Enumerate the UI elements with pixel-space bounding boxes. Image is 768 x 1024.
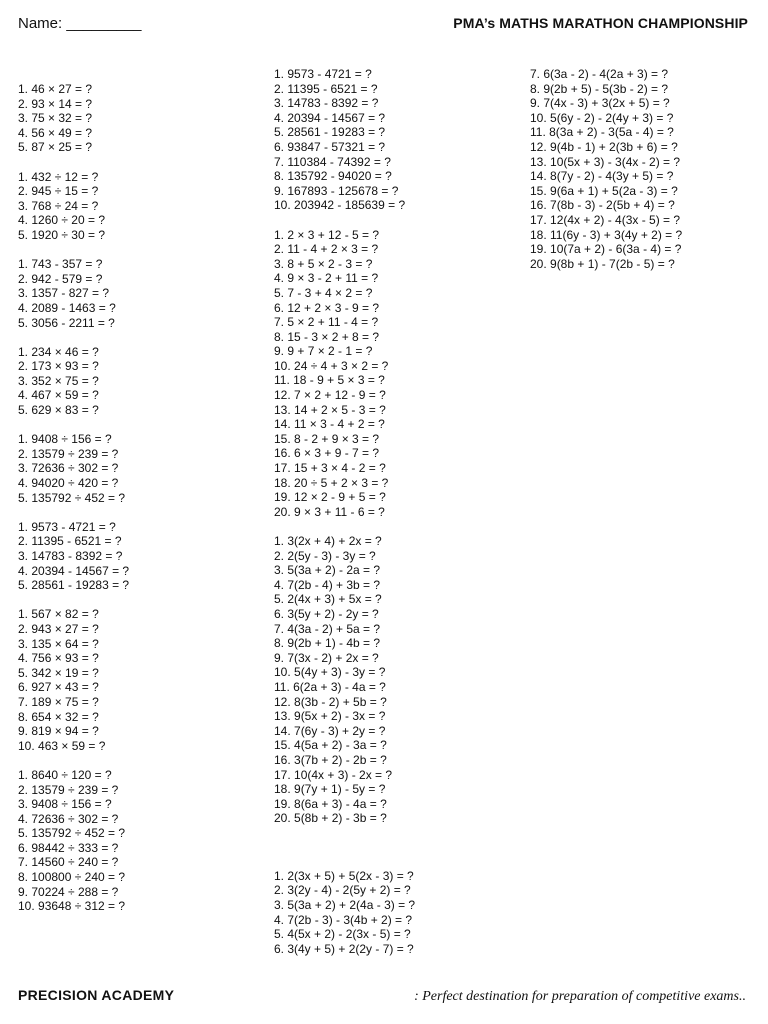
question-item: 6. 927 × 43 = ? (18, 680, 99, 695)
academy-tagline: : Perfect destination for preparation of competitive exams.. (414, 989, 746, 1004)
question-item: 5. 2(4x + 3) + 5x = ? (274, 592, 382, 607)
question-item: 2. 943 × 27 = ? (18, 621, 99, 636)
question-item: 1. 3(2x + 4) + 2x = ? (274, 534, 382, 548)
question-item: 10. 463 × 59 = ? (18, 738, 106, 753)
question-item: 3. 5(3a + 2) - 2a = ? (274, 563, 381, 578)
question-item: 7. 189 × 75 = ? (18, 694, 99, 709)
question-item: 1. 2(3x + 5) + 5(2x - 3) = ? (274, 868, 414, 883)
question-item: 18. 9(7y + 1) - 5y = ? (274, 782, 386, 797)
question-item: 5. 3056 - 2211 = ? (18, 315, 115, 330)
question-item: 5. 28561 - 19283 = ? (274, 125, 386, 140)
question-item: 16. 6 × 3 + 9 - 7 = ? (274, 446, 380, 461)
question-item: 7. 14560 ÷ 240 = ? (18, 855, 119, 870)
question-item: 19. 12 × 2 - 9 + 5 = ? (274, 490, 386, 505)
question-item: 1. 234 × 46 = ? (18, 344, 99, 359)
question-item: 10. 203942 - 185639 = ? (274, 198, 406, 213)
question-item: 9. 9 + 7 × 2 - 1 = ? (274, 344, 373, 359)
question-item: 2. 11395 - 6521 = ? (274, 81, 378, 96)
question-item: 2. 173 × 93 = ? (18, 359, 99, 374)
question-item: 14. 7(6y - 3) + 2y = ? (274, 723, 386, 738)
question-item: 1. 9408 ÷ 156 = ? (18, 432, 112, 447)
question-item: 2. 945 ÷ 15 = ? (18, 184, 99, 199)
question-item: 7. 5 × 2 + 11 - 4 = ? (274, 315, 379, 330)
question-item: 5. 135792 ÷ 452 = ? (18, 490, 126, 505)
question-item: 20. 9(8b + 1) - 7(2b - 5) = ? (530, 256, 675, 271)
question-item: 4. 9 × 3 - 2 + 11 = ? (274, 271, 379, 286)
question-item: 8. 9(2b + 5) - 5(3b - 2) = ? (530, 81, 669, 96)
question-item: 17. 12(4x + 2) - 4(3x - 5) = ? (530, 212, 681, 227)
page-title: PMA’s MATHS MARATHON CHAMPIONSHIP (453, 15, 748, 31)
question-item: 16. 7(8b - 3) - 2(5b + 4) = ? (530, 198, 675, 213)
question-item: 11. 6(2a + 3) - 4a = ? (274, 679, 386, 694)
question-group (274, 534, 524, 826)
question-item: 4. 20394 - 14567 = ? (274, 110, 386, 125)
question-item: 8. 15 - 3 × 2 + 8 = ? (274, 329, 380, 344)
question-item: 14. 11 × 3 - 4 + 2 = ? (274, 417, 385, 432)
question-item: 13. 9(5x + 2) - 3x = ? (274, 709, 386, 724)
question-item: 18. 11(6y - 3) + 3(4y + 2) = ? (530, 227, 683, 242)
question-item: 5. 4(5x + 2) - 2(3x - 5) = ? (274, 927, 411, 942)
question-group (18, 82, 268, 155)
question-group (18, 345, 268, 418)
question-column-2 (274, 67, 524, 971)
question-item: 2. 11 - 4 + 2 × 3 = ? (274, 242, 379, 257)
question-item: 7. 110384 - 74392 = ? (274, 154, 391, 169)
question-item: 2. 942 - 579 = ? (18, 271, 103, 286)
question-item: 11. 8(3a + 2) - 3(5a - 4) = ? (530, 125, 674, 140)
question-item: 9. 167893 - 125678 = ? (274, 183, 399, 198)
question-item: 15. 8 - 2 + 9 × 3 = ? (274, 431, 380, 446)
question-item: 3. 768 ÷ 24 = ? (18, 198, 99, 213)
academy-name: PRECISION ACADEMY (18, 987, 175, 1003)
question-item: 1. 2 × 3 + 12 - 5 = ? (274, 227, 380, 242)
question-item: 12. 8(3b - 2) + 5b = ? (274, 694, 387, 709)
question-item: 10. 93648 ÷ 312 = ? (18, 899, 126, 914)
question-item: 9. 7(4x - 3) + 3(2x + 5) = ? (530, 96, 670, 111)
question-item: 8. 9(2b + 1) - 4b = ? (274, 636, 381, 651)
question-item: 3. 8 + 5 × 2 - 3 = ? (274, 256, 373, 271)
question-item: 3. 75 × 32 = ? (18, 111, 93, 126)
question-item: 5. 87 × 25 = ? (18, 140, 93, 155)
question-column-3 (530, 67, 765, 286)
question-item: 2. 3(2y - 4) - 2(5y + 2) = ? (274, 883, 411, 898)
question-item: 1. 432 ÷ 12 = ? (18, 169, 99, 184)
question-item: 1. 8640 ÷ 120 = ? (18, 767, 112, 782)
question-item: 15. 9(6a + 1) + 5(2a - 3) = ? (530, 183, 678, 198)
question-item: 10. 5(4y + 3) - 3y = ? (274, 665, 386, 680)
question-item: 6. 3(5y + 2) - 2y = ? (274, 606, 379, 621)
question-item: 5. 28561 - 19283 = ? (18, 578, 130, 593)
question-item: 13. 10(5x + 3) - 3(4x - 2) = ? (530, 154, 681, 169)
question-item: 17. 10(4x + 3) - 2x = ? (274, 767, 393, 782)
question-item: 1. 567 × 82 = ? (18, 607, 99, 622)
question-item: 6. 3(4y + 5) + 2(2y - 7) = ? (274, 941, 414, 956)
question-item: 13. 14 + 2 × 5 - 3 = ? (274, 402, 386, 417)
question-item: 4. 1260 ÷ 20 = ? (18, 213, 105, 228)
question-item: 2. 93 × 14 = ? (18, 96, 93, 111)
question-item: 3. 1357 - 827 = ? (18, 286, 110, 301)
question-item: 5. 1920 ÷ 30 = ? (18, 227, 105, 242)
question-item: 4. 56 × 49 = ? (18, 125, 93, 140)
question-item: 4. 2089 - 1463 = ? (18, 300, 116, 315)
question-item: 8. 654 × 32 = ? (18, 709, 99, 724)
question-item: 7. 4(3a - 2) + 5a = ? (274, 621, 381, 636)
question-item: 12. 7 × 2 + 12 - 9 = ? (274, 388, 386, 403)
question-item: 2. 13579 ÷ 239 = ? (18, 782, 119, 797)
question-item: 5. 342 × 19 = ? (18, 665, 99, 680)
question-item: 7. 6(3a - 2) - 4(2a + 3) = ? (530, 67, 669, 81)
question-item: 9. 7(3x - 2) + 2x = ? (274, 650, 379, 665)
question-item: 12. 9(4b - 1) + 2(3b + 6) = ? (530, 139, 678, 154)
question-item: 19. 8(6a + 3) - 4a = ? (274, 796, 387, 811)
question-item: 10. 24 ÷ 4 + 3 × 2 = ? (274, 358, 389, 373)
question-item: 3. 14783 - 8392 = ? (18, 549, 123, 563)
question-item: 9. 70224 ÷ 288 = ? (18, 884, 119, 899)
question-item: 4. 72636 ÷ 302 = ? (18, 811, 119, 826)
question-item: 20. 5(8b + 2) - 3b = ? (274, 811, 387, 826)
question-item: 4. 7(2b - 3) - 3(4b + 2) = ? (274, 912, 413, 927)
question-item: 18. 20 ÷ 5 + 2 × 3 = ? (274, 475, 389, 490)
question-group (18, 432, 268, 505)
question-item: 8. 100800 ÷ 240 = ? (18, 870, 126, 885)
question-item: 4. 756 × 93 = ? (18, 651, 99, 666)
question-group (274, 869, 524, 957)
question-item: 6. 93847 - 57321 = ? (274, 139, 386, 154)
question-item: 14. 8(7y - 2) - 4(3y + 5) = ? (530, 169, 674, 184)
question-group (18, 768, 268, 914)
question-item: 4. 7(2b - 4) + 3b = ? (274, 577, 381, 592)
question-item: 3. 352 × 75 = ? (18, 373, 99, 388)
page-footer (18, 987, 746, 1007)
question-item: 1. 46 × 27 = ? (18, 82, 93, 96)
question-column-1 (18, 82, 268, 928)
question-item: 4. 94020 ÷ 420 = ? (18, 476, 119, 491)
question-item: 17. 15 + 3 × 4 - 2 = ? (274, 461, 386, 476)
question-item: 1. 9573 - 4721 = ? (274, 67, 372, 81)
name-field-label: Name: _________ (18, 15, 142, 32)
question-item: 20. 9 × 3 + 11 - 6 = ? (274, 504, 385, 519)
question-item: 1. 9573 - 4721 = ? (18, 519, 116, 534)
question-item: 4. 20394 - 14567 = ? (18, 563, 130, 578)
question-item: 16. 3(7b + 2) - 2b = ? (274, 752, 387, 767)
question-group (530, 67, 765, 271)
question-item: 1. 743 - 357 = ? (18, 257, 103, 272)
question-group (18, 520, 268, 593)
question-item: 2. 11395 - 6521 = ? (18, 534, 122, 549)
question-item: 3. 5(3a + 2) + 2(4a - 3) = ? (274, 898, 416, 913)
question-group (18, 257, 268, 330)
question-item: 2. 13579 ÷ 239 = ? (18, 446, 119, 461)
question-item: 2. 2(5y - 3) - 3y = ? (274, 548, 376, 563)
question-item: 10. 5(6y - 2) - 2(4y + 3) = ? (530, 110, 674, 125)
question-group (18, 607, 268, 753)
question-item: 15. 4(5a + 2) - 3a = ? (274, 738, 387, 753)
question-item: 6. 98442 ÷ 333 = ? (18, 840, 119, 855)
question-group (274, 228, 524, 520)
question-item: 5. 135792 ÷ 452 = ? (18, 826, 126, 841)
question-item: 3. 135 × 64 = ? (18, 636, 99, 651)
question-item: 11. 18 - 9 + 5 × 3 = ? (274, 373, 385, 388)
question-item: 3. 14783 - 8392 = ? (274, 96, 379, 111)
question-item: 4. 467 × 59 = ? (18, 388, 99, 403)
question-item: 3. 9408 ÷ 156 = ? (18, 797, 112, 812)
question-item: 3. 72636 ÷ 302 = ? (18, 461, 119, 476)
question-item: 9. 819 × 94 = ? (18, 724, 99, 739)
question-item: 6. 12 + 2 × 3 - 9 = ? (274, 300, 380, 315)
page-header (18, 15, 748, 37)
question-item: 5. 7 - 3 + 4 × 2 = ? (274, 285, 373, 300)
question-item: 5. 629 × 83 = ? (18, 403, 99, 418)
question-item: 19. 10(7a + 2) - 6(3a - 4) = ? (530, 242, 682, 257)
question-group (18, 170, 268, 243)
question-group (274, 67, 524, 213)
question-item: 8. 135792 - 94020 = ? (274, 169, 392, 184)
